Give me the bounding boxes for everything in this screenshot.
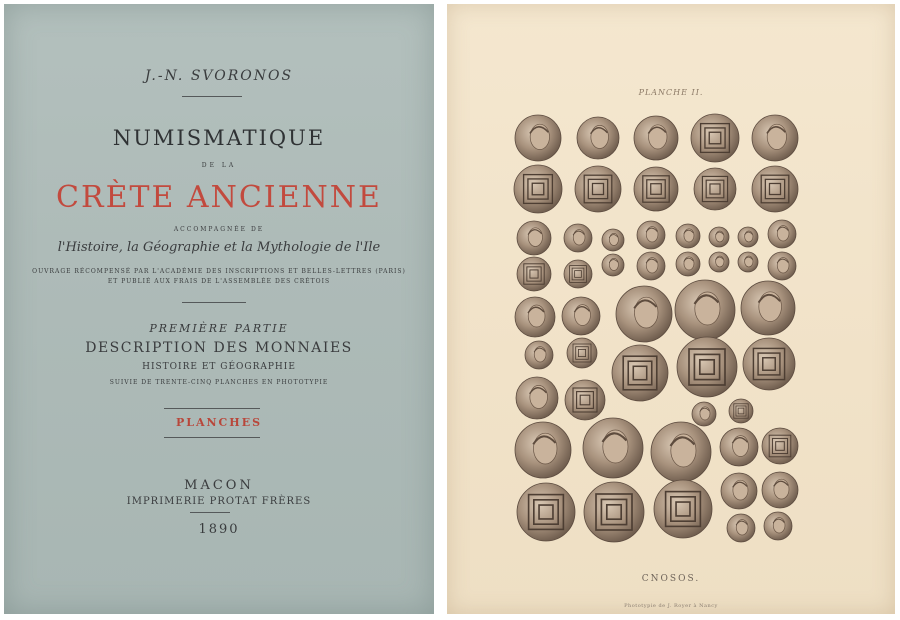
head-coin — [515, 422, 571, 478]
head-coin — [562, 297, 600, 335]
head-coin — [564, 224, 592, 252]
plate-title: PLANCHE II. — [638, 88, 704, 97]
title-connector: DE LA — [201, 162, 237, 169]
head-coin — [709, 227, 729, 247]
head-coin — [675, 280, 735, 340]
labyrinth-coin — [677, 337, 737, 397]
labyrinth-coin — [565, 380, 605, 420]
labyrinth-coin — [729, 399, 753, 423]
history-geography: HISTOIRE ET GÉOGRAPHIE — [142, 362, 296, 372]
head-coin — [721, 473, 757, 509]
head-coin — [516, 377, 558, 419]
head-coin — [515, 297, 555, 337]
award-line-1: OUVRAGE RÉCOMPENSÉ PAR L'ACADÉMIE DES INSCRIPTIONS ET BELLES-LETTRES (PARIS) — [32, 268, 406, 275]
plates-note: SUIVIE DE TRENTE-CINQ PLANCHES EN PHOTOTYPIE — [109, 379, 329, 386]
accompanied-text: ACCOMPAGNÉE DE — [173, 226, 265, 233]
head-coin — [676, 252, 700, 276]
plate-caption: CNOSOS. — [641, 574, 701, 584]
head-coin — [602, 229, 624, 251]
head-coin — [768, 220, 796, 248]
labyrinth-coin — [752, 166, 798, 212]
divider — [164, 437, 260, 438]
labyrinth-coin — [567, 338, 597, 368]
head-coin — [577, 117, 619, 159]
award-line-2: ET PUBLIÉ AUX FRAIS DE L'ASSEMBLÉE DES CRÉTOIS — [107, 278, 331, 285]
head-coin — [616, 286, 672, 342]
coin-plate-page — [447, 4, 895, 614]
head-coin — [583, 418, 643, 478]
labyrinth-coin — [762, 428, 798, 464]
labyrinth-coin — [564, 260, 592, 288]
head-coin — [525, 341, 553, 369]
head-coin — [515, 115, 561, 161]
labyrinth-coin — [612, 345, 668, 401]
head-coin — [762, 472, 798, 508]
divider — [164, 408, 260, 409]
head-coin — [741, 281, 795, 335]
head-coin — [738, 227, 758, 247]
description-title: DESCRIPTION DES MONNAIES — [85, 340, 353, 356]
divider — [190, 512, 230, 513]
book-title-line1: NUMISMATIQUE — [112, 126, 326, 150]
head-coin — [764, 512, 792, 540]
labyrinth-coin — [634, 167, 678, 211]
head-coin — [634, 116, 678, 160]
author-name: J.-N. SVORONOS — [144, 68, 294, 84]
head-coin — [752, 115, 798, 161]
planches-label: PLANCHES — [175, 416, 263, 429]
labyrinth-coin — [575, 166, 621, 212]
labyrinth-coin — [514, 165, 562, 213]
head-coin — [768, 252, 796, 280]
labyrinth-coin — [694, 168, 736, 210]
publication-city: MACON — [184, 478, 254, 493]
head-coin — [709, 252, 729, 272]
labyrinth-coin — [584, 482, 644, 542]
labyrinth-coin — [517, 483, 575, 541]
labyrinth-coin — [517, 257, 551, 291]
head-coin — [676, 224, 700, 248]
plate-credit: Phototypie de J. Royer à Nancy — [624, 603, 718, 609]
title-page — [4, 4, 434, 614]
head-coin — [517, 221, 551, 255]
part-label: PREMIÈRE PARTIE — [149, 322, 289, 335]
head-coin — [637, 221, 665, 249]
head-coin — [738, 252, 758, 272]
labyrinth-coin — [691, 114, 739, 162]
head-coin — [727, 514, 755, 542]
head-coin — [602, 254, 624, 276]
printer-name: IMPRIMERIE PROTAT FRÈRES — [126, 496, 312, 507]
subtitle-history: l'Histoire, la Géographie et la Mythologie de l'Ile — [57, 240, 381, 255]
head-coin — [720, 428, 758, 466]
divider — [182, 96, 242, 97]
divider — [182, 302, 246, 303]
coin-plate-illustration — [447, 4, 895, 614]
head-coin — [692, 402, 716, 426]
labyrinth-coin — [743, 338, 795, 390]
labyrinth-coin — [654, 480, 712, 538]
publication-year: 1890 — [198, 522, 240, 537]
head-coin — [651, 422, 711, 482]
head-coin — [637, 252, 665, 280]
book-title-line2: CRÈTE ANCIENNE — [56, 180, 382, 215]
